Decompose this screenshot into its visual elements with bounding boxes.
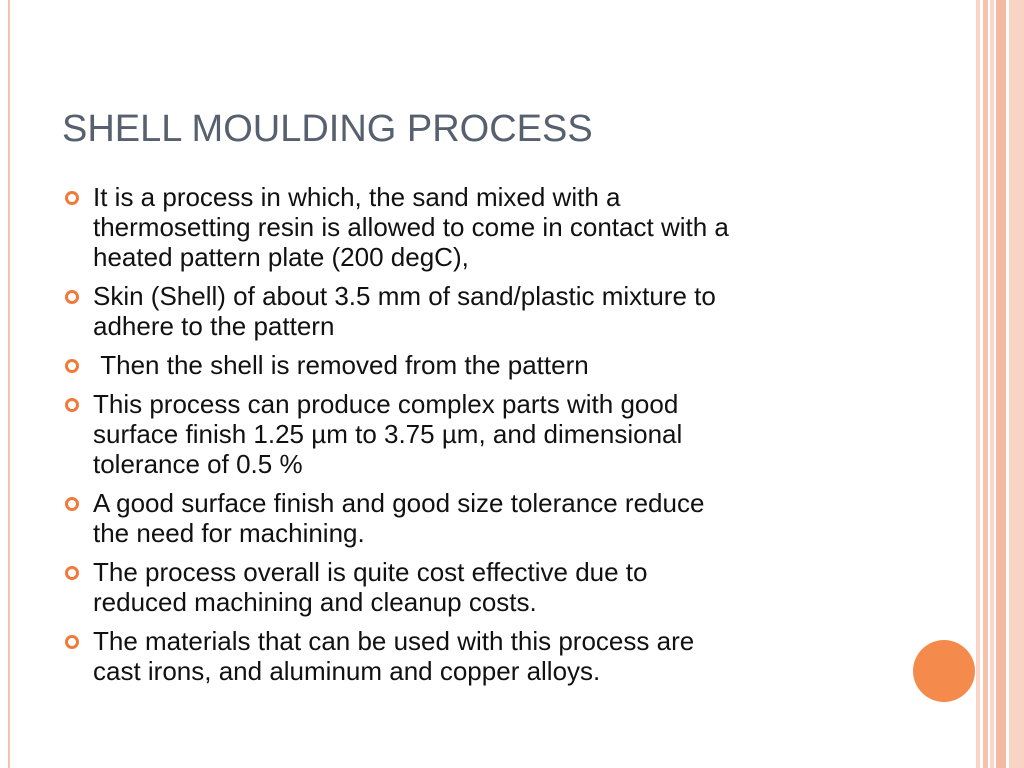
right-stripe (990, 0, 994, 768)
bullet-item (62, 389, 892, 479)
bullet-line: This process can produce complex parts with good (93, 389, 679, 419)
bullet-line: reduced machining and cleanup costs. (93, 587, 537, 617)
hollow-circle-icon (65, 191, 79, 205)
bullet-line: tolerance of 0.5 % (93, 449, 303, 479)
bullet-item (62, 350, 892, 380)
bullet-line: the need for machining. (93, 518, 365, 548)
bullet-line: surface finish 1.25 µm to 3.75 µm, and dimensional (93, 419, 683, 449)
hollow-circle-icon (65, 635, 79, 649)
bullet-item (62, 488, 892, 548)
bullet-line: heated pattern plate (200 degC), (93, 242, 469, 272)
bullet-item (62, 626, 892, 686)
bullet-line: A good surface finish and good size tolerance reduce (93, 488, 705, 518)
bullet-line: It is a process in which, the sand mixed with a (93, 182, 621, 212)
right-stripe (996, 0, 1006, 768)
right-stripe (983, 0, 988, 768)
bullet-line: adhere to the pattern (93, 311, 335, 341)
right-stripe (976, 0, 980, 768)
right-stripe (1009, 0, 1024, 768)
bullet-line: cast irons, and aluminum and copper alloys. (93, 656, 601, 686)
bullet-line: The materials that can be used with this process are (93, 626, 695, 656)
hollow-circle-icon (65, 398, 79, 412)
hollow-circle-icon (65, 566, 79, 580)
bullet-list (62, 182, 892, 695)
bullet-item (62, 281, 892, 341)
hollow-circle-icon (65, 497, 79, 511)
left-border-line (8, 0, 10, 768)
hollow-circle-icon (65, 290, 79, 304)
bullet-line: The process overall is quite cost effective due to (93, 557, 648, 587)
bullet-line: thermosetting resin is allowed to come in contact with a (93, 212, 729, 242)
bullet-item (62, 182, 892, 272)
bullet-item (62, 557, 892, 617)
bullet-line: Then the shell is removed from the pattern (93, 350, 589, 380)
slide-title: SHELL MOULDING PROCESS (62, 108, 593, 150)
bullet-line: Skin (Shell) of about 3.5 mm of sand/plastic mixture to (93, 281, 716, 311)
accent-circle (913, 640, 975, 702)
hollow-circle-icon (65, 359, 79, 373)
